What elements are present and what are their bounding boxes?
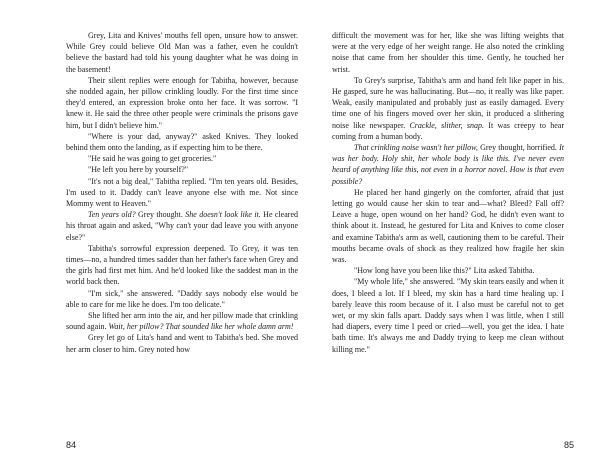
italic-run: It was her body. Holy shit, her whole body is like this. I've never even heard of anything like this, not even in a horror novel. How is that even possible? xyxy=(332,143,564,186)
paragraph xyxy=(332,75,564,142)
paragraph: "I'm sick," she answered. "Daddy says nobody else would be able to care for me like he does. I'm too delicate." xyxy=(66,288,298,309)
italic-run: Ten years old? xyxy=(88,210,136,220)
paragraph: "Where is your dad, anyway?" asked Knives. They looked behind them onto the landing, as if expecting him to be there. xyxy=(66,131,298,153)
text-run: Grey thought. xyxy=(135,210,186,220)
left-page-body xyxy=(66,30,298,355)
right-page-body xyxy=(332,30,564,355)
italic-run: That crinkling noise wasn't her pillow, xyxy=(354,143,478,153)
paragraph: He placed her hand gingerly on the comforter, afraid that just letting go would cause her skin to tear and—what? Bleed? Fall off? Leave a huge, open wound on her hand? God, he didn't even want to think about it. Instead, he gestured for Lita and Knives to come closer and examine Tabitha's arm as well, cautioning them to be careful. Their mouths became ovals of shock as they realized how fragile her skin was. xyxy=(332,187,564,265)
right-page-number: 85 xyxy=(564,440,575,450)
paragraph: Tabitha's sorrowful expression deepened. To Grey, it was ten times—no, a hundred times sadder than her father's face when Grey and the girls had first met him. And he'd looked like the saddest man in the world back then. xyxy=(66,243,298,287)
paragraph: Grey, Lita and Knives' mouths fell open, unsure how to answer. While Grey could believe Old Man was a father, even he couldn't believe the bastard had told his young daughter what he was doing in the basement! xyxy=(66,31,298,74)
paragraph: difficult the movement was for her, like she was lifting weights that were at the very edge of her weight range. He also noted the crinkling noise that came from her shoulder this time. Gently, he touched her wrist. xyxy=(332,31,564,74)
left-page-number: 84 xyxy=(66,440,77,450)
paragraph: "He said he was going to get groceries." xyxy=(88,154,217,164)
paragraph xyxy=(332,142,564,187)
text-run: He cleared his throat again and asked, "Why can't your dad leave you with anyone else?" xyxy=(66,210,298,242)
text-run: Grey thought, horrified. xyxy=(477,143,560,153)
paragraph: Grey let go of Lita's hand and went to Tabitha's bed. She moved her arm closer to him. Grey noted how xyxy=(66,333,298,354)
text-run: It was creepy to hear coming from a human body. xyxy=(332,120,565,141)
paragraph xyxy=(66,310,298,332)
paragraph: "It's not a big deal," Tabitha replied. "I'm ten years old. Besides, I'm used to it. Daddy can't leave anyone else with me. Not since Mommy went to Heaven." xyxy=(66,176,298,209)
text-run: To Grey's surprise, Tabitha's arm and hand felt like paper in his. He gasped, sure he was hallucinating. But—no, it really was like paper. Weak, easily manipulated and probably just as easily damaged. Every time one of his fingers moved over her skin, it produced a slithering noise like newspaper. xyxy=(332,75,564,130)
italic-run: Crackle, slither, snap. xyxy=(409,120,485,130)
paragraph xyxy=(66,209,298,243)
text-run: She lifted her arm into the air, and her pillow made that crinkling sound again. xyxy=(66,311,298,332)
paragraph: "He left you here by yourself?" xyxy=(88,165,189,175)
paragraph: "My whole life," she answered. "My skin tears easily and when it does, I bleed a lot. If I bleed, my skin has a hard time healing up. I barely leave this room because of it. I also must be careful not to get wet, or my skin falls apart. Daddy says when I was little, when I still had diapers, every time I peed or cried—well, you get the idea. I hate bath time. It's always me and Daddy trying to keep me clean without killing me." xyxy=(332,277,564,354)
paragraph: Their silent replies were enough for Tabitha, however, because she nodded again, her pillow crinkling loudly. For the first time since they'd entered, an expression broke onto her face. It was sorrow. "I knew it. He said the three other people were criminals the prisons gave him, but I didn't believe him." xyxy=(66,75,298,130)
italic-run: She doesn't look like it. xyxy=(185,210,261,220)
paragraph: "How long have you been like this?" Lita asked Tabitha. xyxy=(354,266,535,276)
italic-run: Wait, her pillow? That sounded like her whole damn arm! xyxy=(108,322,294,332)
